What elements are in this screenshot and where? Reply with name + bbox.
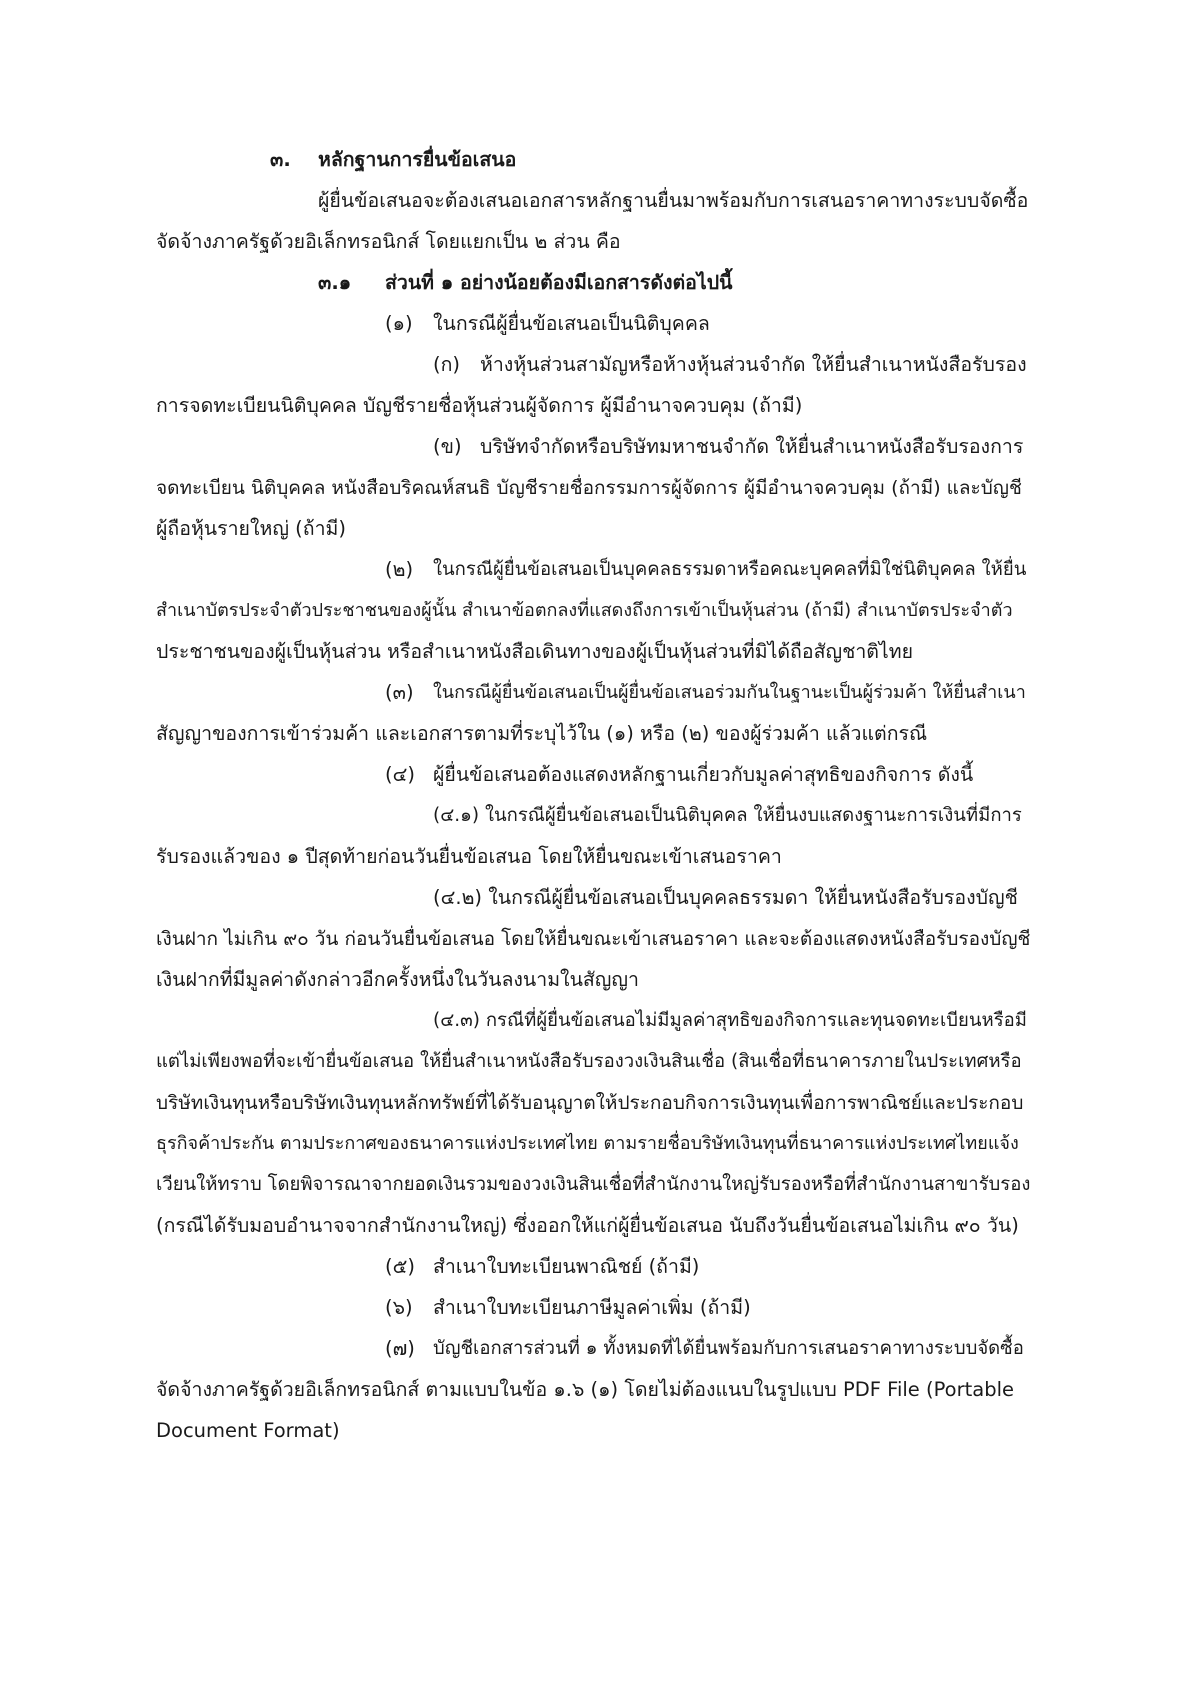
paragraph-line: สำเนาบัตรประจำตัวประชาชนของผู้นั้น สำเนาข้อตกลงที่แสดงถึงการเข้าเป็นหุ้นส่วน (ถ้ามี) สำเนาบัตรประจำตัว — [156, 600, 1013, 621]
paragraph-line: ธุรกิจค้าประกัน ตามประกาศของธนาคารแห่งประเทศไทย ตามรายชื่อบริษัทเงินทุนที่ธนาคารแห่งประเทศไทยแจ้ง — [156, 1133, 1019, 1154]
item-number: (๑) — [385, 312, 413, 335]
paragraph-line: เวียนให้ทราบ โดยพิจารณาจากยอดเงินรวมของวงเงินสินเชื่อที่สำนักงานใหญ่รับรองหรือที่สำนักงานสาขารับรอง — [156, 1174, 1031, 1195]
item-number: (๕) — [385, 1255, 415, 1278]
paragraph-line: จดทะเบียน นิติบุคคล หนังสือบริคณห์สนธิ บัญชีรายชื่อกรรมการผู้จัดการ ผู้มีอำนาจควบคุม (ถ้ามี) และบัญชี — [156, 477, 1022, 499]
paragraph-line: (๔.๒) ในกรณีผู้ยื่นข้อเสนอเป็นบุคคลธรรมดา ให้ยื่นหนังสือรับรองบัญชี — [433, 886, 1018, 909]
subitem-number: (ข) — [433, 435, 462, 458]
paragraph-line: ในกรณีผู้ยื่นข้อเสนอเป็นผู้ยื่นข้อเสนอร่วมกันในฐานะเป็นผู้ร่วมค้า ให้ยื่นสำเนา — [433, 682, 1026, 703]
subitem-number: (ก) — [433, 353, 461, 376]
section-intro-line: ผู้ยื่นข้อเสนอจะต้องเสนอเอกสารหลักฐานยื่นมาพร้อมกับการเสนอราคาทางระบบจัดซื้อ — [318, 189, 1029, 212]
paragraph-line: (กรณีได้รับมอบอำนาจจากสำนักงานใหญ่) ซึ่งออกให้แก่ผู้ยื่นข้อเสนอ นับถึงวันยื่นข้อเสนอไม่เกิน ๙๐ วัน) — [156, 1214, 1019, 1237]
subsection-number: ๓.๑ — [318, 271, 352, 294]
paragraph-line: ห้างหุ้นส่วนสามัญหรือห้างหุ้นส่วนจำกัด ให้ยื่นสำเนาหนังสือรับรอง — [480, 353, 1027, 376]
item-number: (๒) — [385, 558, 414, 581]
paragraph-line: (๔.๑) ในกรณีผู้ยื่นข้อเสนอเป็นนิติบุคคล ให้ยื่นงบแสดงฐานะการเงินที่มีการ — [433, 805, 1022, 826]
paragraph-line: แต่ไม่เพียงพอที่จะเข้ายื่นข้อเสนอ ให้ยื่นสำเนาหนังสือรับรองวงเงินสินเชื่อ (สินเชื่อที่ธนาคารภายในประเทศหรือ — [156, 1051, 1022, 1072]
paragraph-line: การจดทะเบียนนิติบุคคล บัญชีรายชื่อหุ้นส่วนผู้จัดการ ผู้มีอำนาจควบคุม (ถ้ามี) — [156, 394, 803, 417]
subsection-title: ส่วนที่ ๑ อย่างน้อยต้องมีเอกสารดังต่อไปนี้ — [385, 271, 733, 294]
item-number: (๓) — [385, 681, 414, 704]
paragraph-line: รับรองแล้วของ ๑ ปีสุดท้ายก่อนวันยื่นข้อเสนอ โดยให้ยื่นขณะเข้าเสนอราคา — [156, 845, 782, 868]
paragraph-line: เงินฝากที่มีมูลค่าดังกล่าวอีกครั้งหนึ่งในวันลงนามในสัญญา — [156, 968, 639, 991]
item-number: (๗) — [385, 1337, 415, 1360]
item-number: (๔) — [385, 763, 415, 786]
paragraph-line: Document Format) — [156, 1419, 340, 1442]
item-text: สำเนาใบทะเบียนพาณิชย์ (ถ้ามี) — [433, 1255, 700, 1278]
item-text: ในกรณีผู้ยื่นข้อเสนอเป็นนิติบุคคล — [433, 312, 710, 335]
paragraph-line: ในกรณีผู้ยื่นข้อเสนอเป็นบุคคลธรรมดาหรือคณะบุคคลที่มิใช่นิติบุคคล ให้ยื่น — [433, 559, 1027, 580]
item-number: (๖) — [385, 1296, 413, 1319]
section-intro-line: จัดจ้างภาครัฐด้วยอิเล็กทรอนิกส์ โดยแยกเป็น ๒ ส่วน คือ — [156, 230, 621, 253]
item-text: ผู้ยื่นข้อเสนอต้องแสดงหลักฐานเกี่ยวกับมูลค่าสุทธิของกิจการ ดังนี้ — [433, 763, 974, 786]
paragraph-line: ประชาชนของผู้เป็นหุ้นส่วน หรือสำเนาหนังสือเดินทางของผู้เป็นหุ้นส่วนที่มิได้ถือสัญชาติไทย — [156, 640, 914, 663]
paragraph-line: สัญญาของการเข้าร่วมค้า และเอกสารตามที่ระบุไว้ใน (๑) หรือ (๒) ของผู้ร่วมค้า แล้วแต่กรณี — [156, 722, 928, 745]
section-title: หลักฐานการยื่นข้อเสนอ — [318, 148, 517, 171]
item-text: สำเนาใบทะเบียนภาษีมูลค่าเพิ่ม (ถ้ามี) — [433, 1296, 751, 1319]
paragraph-line: (๔.๓) กรณีที่ผู้ยื่นข้อเสนอไม่มีมูลค่าสุทธิของกิจการและทุนจดทะเบียนหรือมี — [433, 1010, 1027, 1031]
paragraph-line: บริษัทเงินทุนหรือบริษัทเงินทุนหลักทรัพย์ที่ได้รับอนุญาตให้ประกอบกิจการเงินทุนเพื่อการพาณิชย์และประกอบ — [156, 1092, 1024, 1114]
paragraph-line: บัญชีเอกสารส่วนที่ ๑ ทั้งหมดที่ได้ยื่นพร้อมกับการเสนอราคาทางระบบจัดซื้อ — [433, 1338, 1024, 1359]
paragraph-line: เงินฝาก ไม่เกิน ๙๐ วัน ก่อนวันยื่นข้อเสนอ โดยให้ยื่นขณะเข้าเสนอราคา และจะต้องแสดงหนังสือรับรองบัญชี — [156, 928, 1031, 950]
paragraph-line: จัดจ้างภาครัฐด้วยอิเล็กทรอนิกส์ ตามแบบในข้อ ๑.๖ (๑) โดยไม่ต้องแนบในรูปแบบ PDF File (Portable — [156, 1378, 1014, 1401]
paragraph-line: ผู้ถือหุ้นรายใหญ่ (ถ้ามี) — [156, 517, 346, 540]
paragraph-line: บริษัทจำกัดหรือบริษัทมหาชนจำกัด ให้ยื่นสำเนาหนังสือรับรองการ — [480, 435, 1024, 458]
section-number: ๓. — [270, 148, 291, 171]
